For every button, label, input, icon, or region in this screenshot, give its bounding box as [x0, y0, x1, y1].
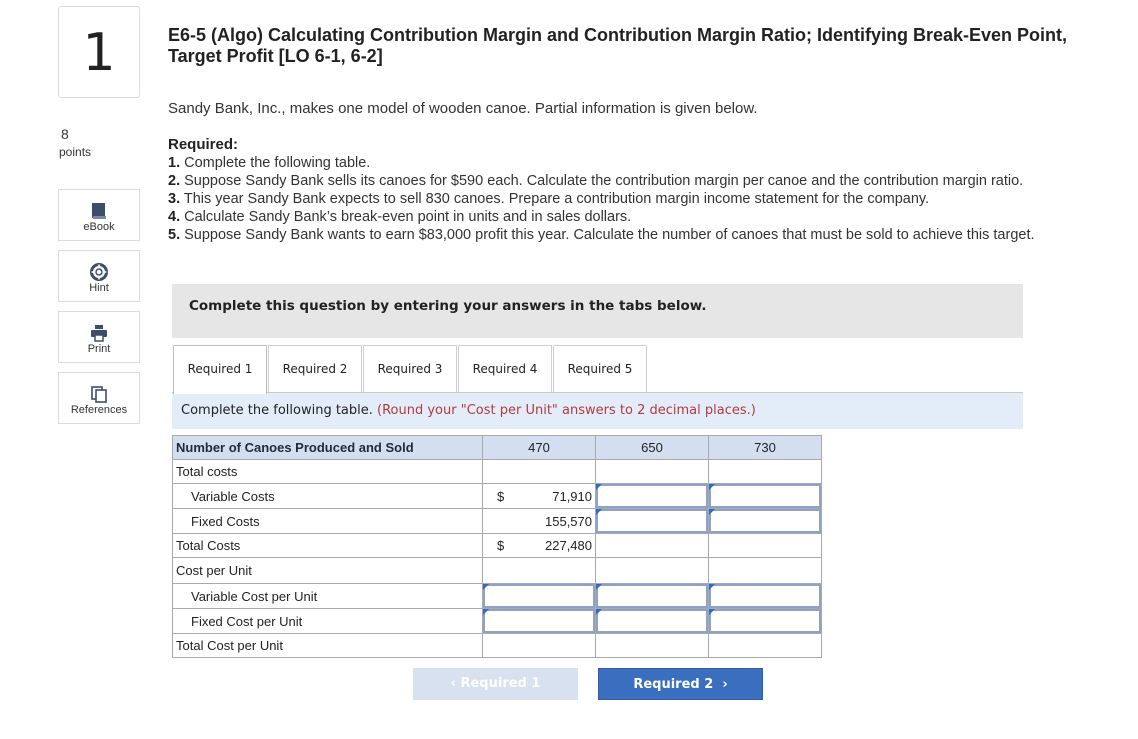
table-row	[173, 509, 822, 534]
banner-text: Complete this question by entering your answers in the tabs below.	[189, 298, 707, 314]
question-intro: Sandy Bank, Inc., makes one model of wooden canoe. Partial information is given below.	[168, 100, 758, 117]
column-header: 470	[483, 436, 596, 460]
table-header-row	[173, 436, 822, 460]
ebook-label: eBook	[83, 221, 115, 233]
requirement-item: 3. This year Sandy Bank expects to sell 830 canoes. Prepare a contribution margin income statement for the company.	[168, 191, 930, 207]
tab-required-3[interactable]: Required 3	[363, 345, 457, 392]
row-label: Variable Cost per Unit	[173, 584, 483, 609]
column-header: 650	[596, 436, 709, 460]
table-row	[173, 584, 822, 609]
table-row	[173, 460, 822, 484]
question-number: 1	[58, 6, 140, 98]
total-costs-650	[596, 534, 709, 558]
row-label: Fixed Cost per Unit	[173, 609, 483, 634]
requirements-list	[168, 154, 1113, 244]
instructions-banner	[172, 284, 1023, 338]
table-row	[173, 484, 822, 509]
instruction-note: (Round your "Cost per Unit" answers to 2 decimal places.)	[377, 403, 756, 418]
table-row	[173, 609, 822, 634]
table-row	[173, 534, 822, 558]
row-label: Total Costs	[173, 534, 483, 558]
book-icon	[59, 202, 139, 218]
references-label: References	[70, 404, 128, 416]
row-label: Cost per Unit	[173, 558, 483, 584]
requirement-item: 1. Complete the following table.	[168, 155, 371, 171]
fixed-cost-per-unit-730-input[interactable]	[709, 609, 821, 633]
fixed-costs-470: 155,570	[483, 509, 596, 534]
variable-cost-per-unit-650-input[interactable]	[596, 584, 708, 608]
row-label: Variable Costs	[173, 484, 483, 509]
copy-icon	[59, 385, 139, 401]
references-button[interactable]	[58, 372, 140, 424]
column-header: 730	[709, 436, 822, 460]
next-requirement-button[interactable]: Required 2 ›	[598, 668, 763, 700]
question-title: E6-5 (Algo) Calculating Contribution Margin and Contribution Margin Ratio; Identifying Break-Even Point, Target Profit [LO 6-1, 6-2]	[168, 25, 1067, 66]
row-label: Total costs	[173, 460, 483, 484]
lifebuoy-icon	[59, 263, 139, 279]
variable-cost-per-unit-730-input[interactable]	[709, 584, 821, 608]
variable-cost-per-unit-470-input[interactable]	[483, 584, 595, 608]
requirement-item: 4. Calculate Sandy Bank’s break-even point in units and in sales dollars.	[168, 209, 632, 225]
tab-required-2[interactable]: Required 2	[268, 345, 362, 392]
total-costs-470: $ 227,480	[483, 534, 596, 558]
cost-table	[172, 435, 822, 658]
points-label: points	[59, 145, 92, 159]
fixed-cost-per-unit-470-input[interactable]	[483, 609, 595, 633]
row-label: Total Cost per Unit	[173, 634, 483, 658]
print-label: Print	[87, 343, 111, 355]
total-costs-730	[709, 534, 822, 558]
requirement-item: 5. Suppose Sandy Bank wants to earn $83,000 profit this year. Calculate the number of canoes that must be sold to achieve this target.	[168, 227, 1035, 243]
hint-label: Hint	[89, 282, 109, 294]
table-row	[173, 558, 822, 584]
printer-icon	[59, 324, 139, 340]
tab-instruction	[172, 393, 1023, 429]
total-cost-per-unit-650	[596, 634, 709, 658]
variable-costs-470: $ 71,910	[483, 484, 596, 509]
previous-requirement-button[interactable]: ‹ Required 1	[413, 668, 578, 700]
tab-required-4[interactable]: Required 4	[458, 345, 552, 392]
requirement-tabs	[172, 345, 1023, 393]
header-label: Number of Canoes Produced and Sold	[173, 436, 483, 460]
row-label: Fixed Costs	[173, 509, 483, 534]
chevron-right-icon: ›	[717, 677, 728, 692]
tab-required-5[interactable]: Required 5	[553, 345, 647, 392]
ebook-button[interactable]	[58, 189, 140, 241]
chevron-left-icon: ‹	[450, 676, 456, 691]
table-row	[173, 634, 822, 658]
variable-costs-730-input[interactable]	[709, 484, 821, 508]
total-cost-per-unit-470	[483, 634, 596, 658]
required-heading: Required:	[168, 136, 239, 153]
tab-required-1[interactable]: Required 1	[173, 345, 267, 394]
variable-costs-650-input[interactable]	[596, 484, 708, 508]
fixed-costs-730-input[interactable]	[709, 509, 821, 533]
fixed-costs-650-input[interactable]	[596, 509, 708, 533]
instruction-main: Complete the following table.	[181, 403, 373, 418]
requirement-item: 2. Suppose Sandy Bank sells its canoes for $590 each. Calculate the contribution margin per canoe and the contribution margin ratio.	[168, 173, 1024, 189]
hint-button[interactable]	[58, 250, 140, 302]
print-button[interactable]	[58, 311, 140, 363]
fixed-cost-per-unit-650-input[interactable]	[596, 609, 708, 633]
total-cost-per-unit-730	[709, 634, 822, 658]
points-value: 8	[61, 126, 69, 142]
